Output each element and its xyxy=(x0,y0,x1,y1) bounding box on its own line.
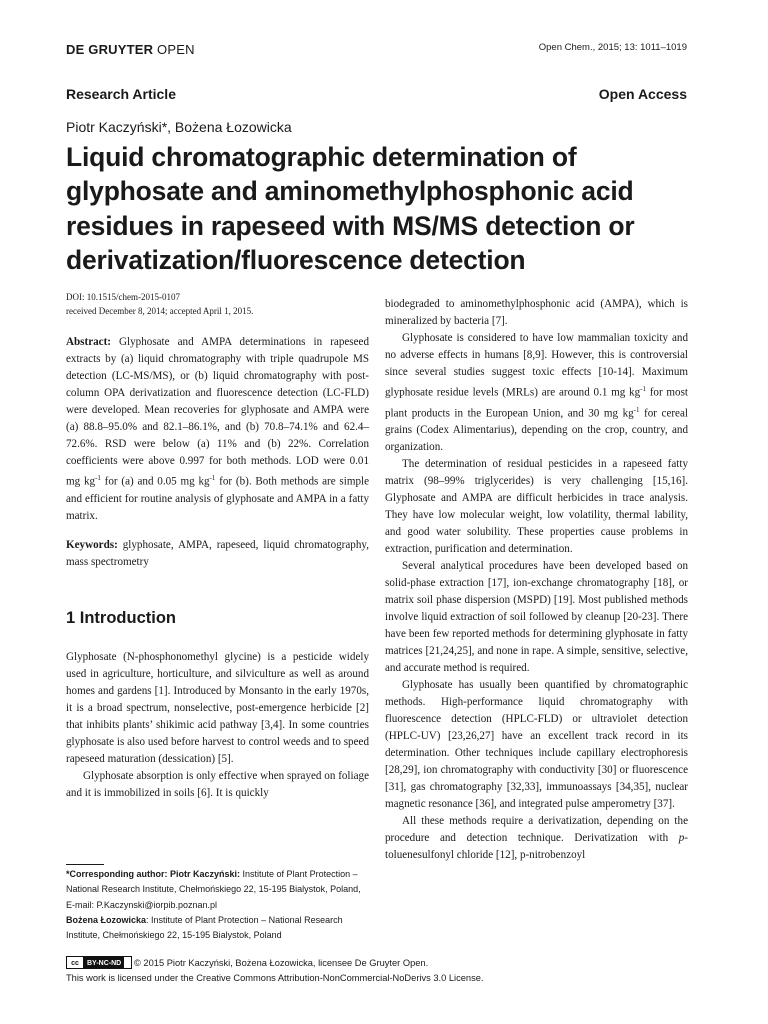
article-meta xyxy=(66,290,369,318)
paragraph: biodegraded to aminomethylphosphonic acid (AMPA), which is mineralized by bacteria [7]. xyxy=(385,298,688,327)
abstract-label: Abstract: xyxy=(66,336,111,348)
license-statement: This work is licensed under the Creative Commons Attribution-NonCommercial-NoDerivs 3.0 License. xyxy=(66,973,484,983)
paragraph: Glyphosate (N-phosphonomethyl glycine) is a pesticide widely used in agriculture, horticulture, and silviculture as well as around homes and gardens [1]. Introduced by Monsanto in the early 1970s, it is a broad spectrum, nonselective, post-emergence herbicide [2] that inhibits plants’ shikimic acid pathway [3,4]. In some countries glyphosate is also used before harvest to control weeds and to speed rapeseed maturation (dessication) [5]. xyxy=(66,650,369,765)
left-column xyxy=(66,290,369,802)
journal-reference: Open Chem., 2015; 13: 1011–1019 xyxy=(538,42,687,53)
footnote-divider xyxy=(66,864,104,865)
paragraph: The determination of residual pesticides in a rapeseed fatty matrix (98–99% triglycerides) is very challenging [15,16]. Glyphosate and AMPA are difficult herbicides in trace analysis. They have low molecular weight, low volatility, thermal lability, and good water solubility. These properties cause problems in extraction, purification and determination. xyxy=(385,458,688,556)
article-type: Research Article xyxy=(66,86,176,102)
section-heading-introduction: 1 Introduction xyxy=(66,608,176,627)
publisher-logo: DE GRUYTER OPEN xyxy=(66,42,195,57)
article-dates: received December 8, 2014; accepted April 1, 2015. xyxy=(66,306,254,316)
paragraph: All these methods require a derivatization, depending on the procedure and detection technique. Derivatization with p-toluenesulfonyl chloride [12], p-nitrobenzoyl xyxy=(385,815,688,862)
coauthor-affiliation: Bożena Łozowicka: Institute of Plant Protection – National Research Institute, Chełmońskiego 22, 15-195 Bialystok, Poland xyxy=(66,914,343,941)
abstract: Abstract: Glyphosate and AMPA determinations in rapeseed extracts by (a) liquid chromatography with triple quadrupole MS detection (LC-MS/MS), or (b) liquid chromatography with post-column OPA derivatization and fluorescence detection (LC-FLD) were developed. Mean recoveries for glyphosate and AMPA were (a) 88.8–95.0% and 82.1–86.1%, and (b) 70.8–74.1% and 62.4–72.6%. RSD were below (a) 11% and (b) 22%. Correlation coefficients were above 0.997 for both methods. LOD were 0.01 mg $kg^{-1}$ for (a) and 0.05 mg $kg^{-1}$ for (b). Both methods are simple and efficient for routine analysis of glyphosate and AMPA in a fatty matrix. xyxy=(66,336,370,522)
keywords: Keywords: glyphosate, AMPA, rapeseed, liquid chromatography, mass spectrometry xyxy=(66,538,369,568)
right-column xyxy=(385,296,688,864)
keywords-label: Keywords: xyxy=(66,538,118,551)
author-list: Piotr Kaczyński*, Bożena Łozowicka xyxy=(66,119,292,135)
paragraph: Glyphosate has usually been quantified by chromatographic methods. High-performance liquid chromatography with fluorescence detection (HPLC-FLD) or ultraviolet detection (HPLC-UV) [23,26,27] have an excellent track record in its determination. Other techniques include capillary electrophoresis [28,29], ion chromatography with conductivity [30] or fluorescence [31], gas chromatography [32,33], immunoassays [34,35], nuclear magnetic resonance [36], and integrated pulse amperometry [37]. xyxy=(385,679,688,811)
article-title: Liquid chromatographic determination of glyphosate and aminomethylphosphonic acid residues in rapeseed with MS/MS detection or derivatization/fluorescence detection xyxy=(66,142,635,275)
license-block xyxy=(66,956,706,986)
doi: DOI: 10.1515/chem-2015-0107 xyxy=(66,292,180,302)
corresponding-author-note: *Corresponding author: Piotr Kaczyński: Institute of Plant Protection – National Research Institute, Chełmońskiego 22, 15-195 Bialystok, Poland, E-mail: P.Kaczynski@iorpib.poznan.pl xyxy=(66,869,361,910)
cc-license-badge[interactable]: cc BY-NC-ND xyxy=(66,956,132,969)
open-access-label: Open Access xyxy=(598,86,687,102)
cc-icon: cc xyxy=(67,957,84,968)
paragraph: Glyphosate absorption is only effective when sprayed on foliage and it is immobilized in soils [6]. It is quickly xyxy=(66,769,369,799)
footnotes xyxy=(66,867,369,943)
paragraph: Several analytical procedures have been developed based on solid-phase extraction [17], ion-exchange chromatography [18], or matrix soil phase dispersion (MSPD) [19]. Most published methods involve liquid extraction of soil followed by cleanup [20-23]. There have been few reported methods for determining glyphosate in fatty matrices [21,24,25], and none in rape. A simple, sensitive, selective, and accurate method is required. xyxy=(385,560,688,675)
paragraph: Glyphosate is considered to have low mammalian toxicity and no adverse effects in humans [8,9]. However, this is controversial since several studies suggest toxic effects [10-14]. Maximum glyphosate residue levels (MRLs) are around 0.1 mg $kg^{-1}$ for most plant products in the European Union, and 30 mg $kg^{-1}$ for cereal grains (Codex Alimentarius), depending on the crop, country, and organization. xyxy=(385,332,688,454)
copyright-line: cc BY-NC-ND © 2015 Piotr Kaczyński, Bożena Łozowicka, licensee De Gruyter Open. xyxy=(66,956,706,971)
